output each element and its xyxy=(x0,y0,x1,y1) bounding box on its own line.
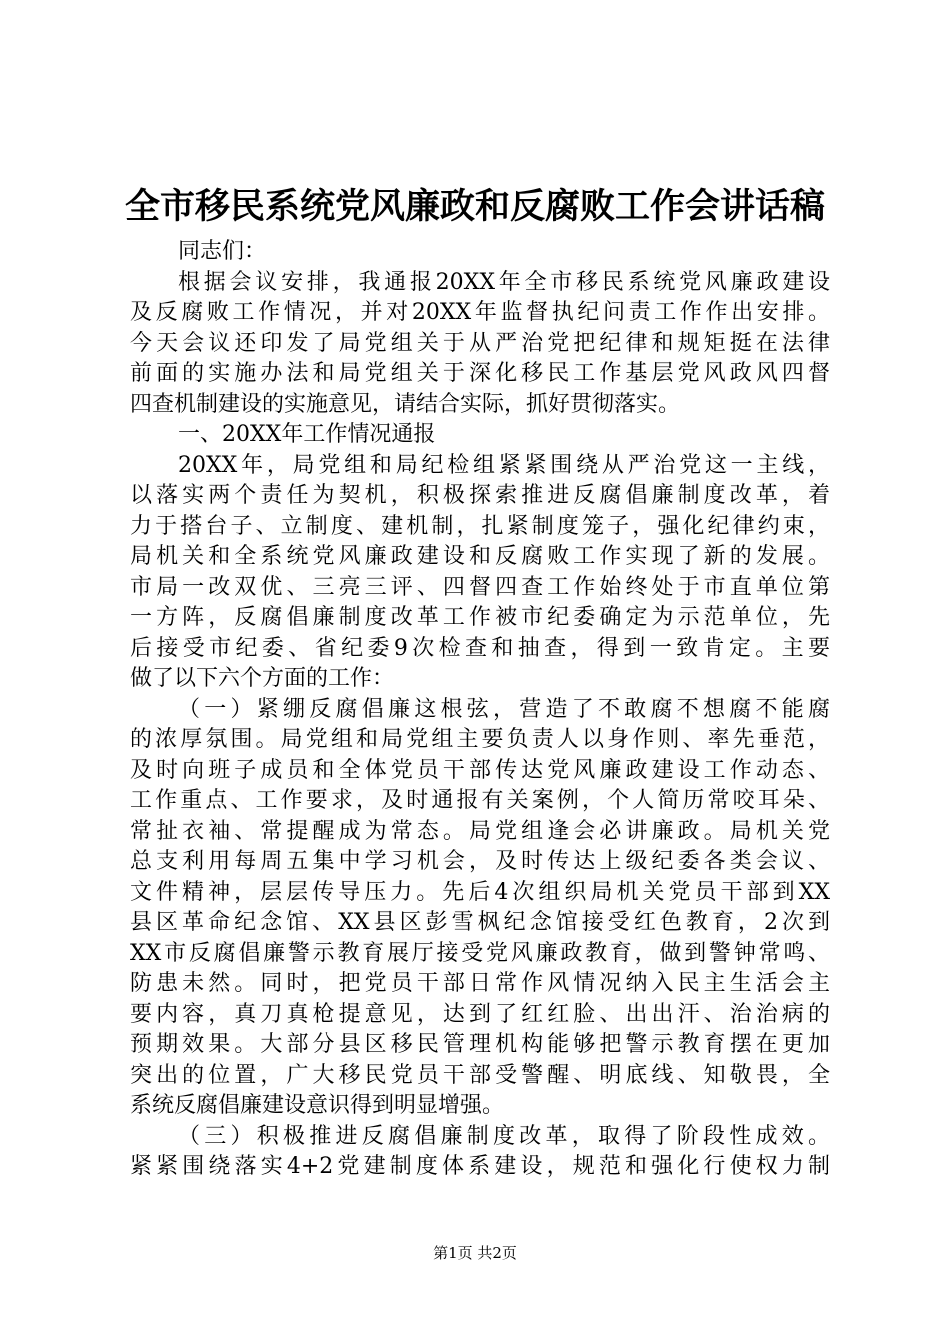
paragraph-line: 常扯衣袖、常提醒成为常态。局党组逢会必讲廉政。局机关党 xyxy=(130,819,830,844)
paragraph-line: 20XX年，局党组和局纪检组紧紧围绕从严治党这一主线， xyxy=(178,453,830,478)
document-title: 全市移民系统党风廉政和反腐败工作会讲话稿 xyxy=(124,186,825,227)
paragraph-line: 做了以下六个方面的工作： xyxy=(130,666,395,691)
paragraph-line: 一方阵，反腐倡廉制度改革工作被市纪委确定为示范单位，先 xyxy=(130,605,830,630)
paragraph-line: 局机关和全系统党风廉政建设和反腐败工作实现了新的发展。 xyxy=(130,544,830,569)
paragraph-line: 突出的位置，广大移民党员干部受警醒、明底线、知敬畏，全 xyxy=(130,1063,830,1088)
paragraph-line: 根据会议安排，我通报20XX年全市移民系统党风廉政建设 xyxy=(178,270,830,295)
paragraph-line: 四查机制建设的实施意见，请结合实际，抓好贯彻落实。 xyxy=(130,392,681,417)
paragraph-line: 的浓厚氛围。局党组和局党组主要负责人以身作则、率先垂范， xyxy=(130,727,830,752)
subsection-line: （一）紧绷反腐倡廉这根弦，营造了不敢腐不想腐不能腐 xyxy=(178,697,830,722)
paragraph-line: 及反腐败工作情况，并对20XX年监督执纪问责工作作出安排。 xyxy=(130,300,830,325)
page-number-footer: 第1页 共2页 xyxy=(433,1244,517,1262)
salutation: 同志们： xyxy=(178,239,267,264)
paragraph-line: 预期效果。大部分县区移民管理机构能够把警示教育摆在更加 xyxy=(130,1032,830,1057)
paragraph-line: 力于搭台子、立制度、建机制，扎紧制度笼子，强化纪律约束， xyxy=(130,514,830,539)
paragraph-line: 及时向班子成员和全体党员干部传达党风廉政建设工作动态、 xyxy=(130,758,830,783)
paragraph-line: 总支利用每周五集中学习机会，及时传达上级纪委各类会议、 xyxy=(130,849,830,874)
paragraph-line: 县区革命纪念馆、XX县区彭雪枫纪念馆接受红色教育，2次到 xyxy=(130,910,830,935)
paragraph-line: 市局一改双优、三亮三评、四督四查工作始终处于市直单位第 xyxy=(130,575,830,600)
paragraph-line: 文件精神，层层传导压力。先后4次组织局机关党员干部到XX xyxy=(130,880,830,905)
paragraph-line: 紧紧围绕落实4+2党建制度体系建设，规范和强化行使权力制 xyxy=(130,1154,830,1179)
paragraph-line: 系统反腐倡廉建设意识得到明显增强。 xyxy=(130,1093,505,1118)
paragraph-line: 要内容，真刀真枪提意见，达到了红红脸、出出汗、治治病的 xyxy=(130,1002,830,1027)
paragraph-line: 后接受市纪委、省纪委9次检查和抽查，得到一致肯定。主要 xyxy=(130,636,830,661)
paragraph-line: 以落实两个责任为契机，积极探索推进反腐倡廉制度改革，着 xyxy=(130,483,830,508)
section-heading: 一、20XX年工作情况通报 xyxy=(178,422,436,447)
paragraph-line: XX市反腐倡廉警示教育展厅接受党风廉政教育，做到警钟常鸣、 xyxy=(130,941,830,966)
paragraph-line: 防患未然。同时，把党员干部日常作风情况纳入民主生活会主 xyxy=(130,971,830,996)
subsection-line: （三）积极推进反腐倡廉制度改革，取得了阶段性成效。 xyxy=(178,1124,830,1149)
paragraph-line: 工作重点、工作要求，及时通报有关案例，个人简历常咬耳朵、 xyxy=(130,788,830,813)
paragraph-line: 前面的实施办法和局党组关于深化移民工作基层党风政风四督 xyxy=(130,361,830,386)
paragraph-line: 今天会议还印发了局党组关于从严治党把纪律和规矩挺在法律 xyxy=(130,331,830,356)
